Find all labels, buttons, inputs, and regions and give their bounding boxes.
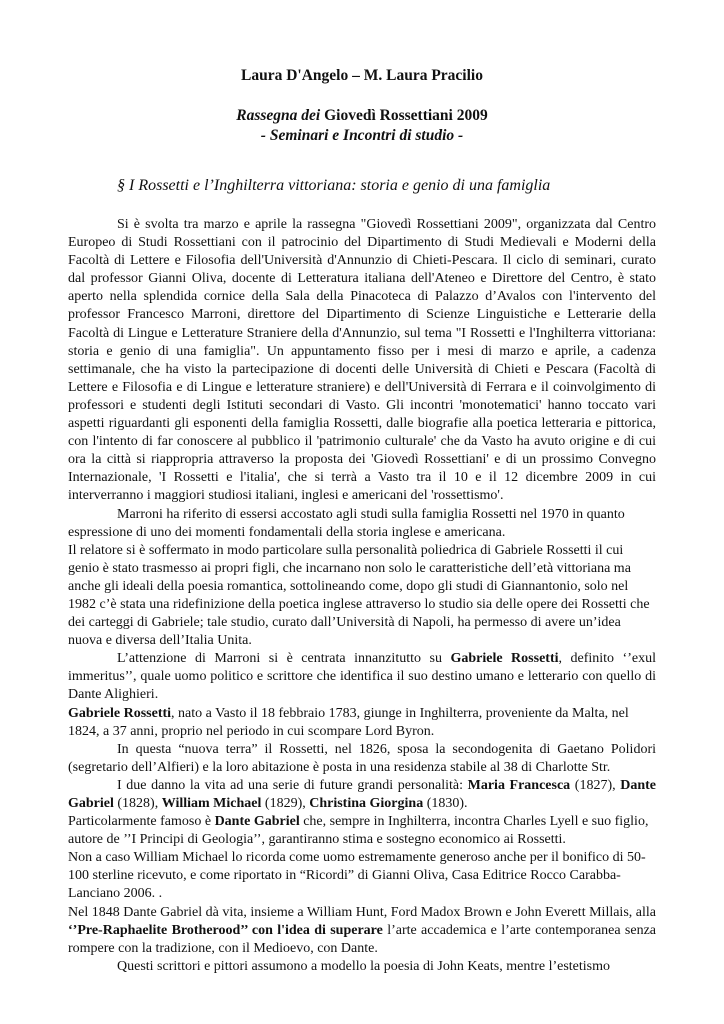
paragraph-brotherhood bbox=[68, 904, 656, 958]
title-italic: Rassegna dei bbox=[236, 107, 321, 124]
document-subtitle: - Seminari e Incontri di studio - bbox=[260, 127, 464, 144]
paragraph-william-michael: Non a caso William Michael lo ricorda come uomo estremamente generoso anche per il bonifico di 50-100 sterline ricevuto, e come riportato in “Ricordi” di Gianni Oliva, Casa Editrice Rocco Carabba-Lanciano 2006. . bbox=[68, 850, 646, 902]
bold-phrase: ‘’Pre-Raphaelite Brotherood’’ con l'idea di superare bbox=[68, 922, 383, 938]
bold-name: William Michael bbox=[161, 796, 262, 811]
text-run: (1830). bbox=[423, 796, 468, 811]
bold-name: Maria Francesca bbox=[467, 777, 571, 793]
text-run: , definito ‘’exul immeritus’’, quale uomo politico e scrittore che identifica il suo destino umano e letterario con quello di Dante Alighieri. bbox=[68, 651, 656, 703]
paragraph-attenzione bbox=[68, 650, 656, 704]
section-heading: § I Rossetti e l’Inghilterra vittoriana: storia e genio di una famiglia bbox=[117, 177, 551, 194]
text-run: (1827), bbox=[570, 777, 621, 793]
text-run: (1828), bbox=[113, 796, 162, 811]
paragraph-intro: Si è svolta tra marzo e aprile la rassegna "Giovedì Rossettiani 2009", organizzata dal Centro Europeo di Studi Rossettiani con il patrocinio del Dipartimento di Studi Medievali e Moderni della Facoltà di Lettere e Filosofia dell'Università d'Annunzio di Chieti-Pescara. Il ciclo di seminari, curato dal professor Gianni Oliva, docente di Letteratura italiana dell'Ateneo e Direttore del Centro, è stato aperto nella splendida cornice della Sala della Pinacoteca di Palazzo d’Avalos con l'intervento del professor Francesco Marroni, direttore del Dipartimento di Scienze Linguistiche e Letterarie della Facoltà di Lingue e Letterature Straniere della d'Annunzio, sul tema "I Rossetti e l'Inghilterra vittoriana: storia e genio di una famiglia". Un appuntamento fisso per i mesi di marzo e aprile, a cadenza settimanale, che ha visto la partecipazione di docenti delle Università di Chieti e Pescara (Facoltà di Lettere e Filosofia e di Lingue e letterature straniere) e dell'Università di Ferrara e il coinvolgimento di professori e studenti degli Istituti secondari di Vasto. Gli incontri 'monotematici' hanno toccato vari aspetti riguardanti gli esponenti della famiglia Rossetti, dalle biografie alla poetica letteraria e pittorica, con l'intento di far conoscere al pubblico il 'patrimonio culturale' che da Vasto ha avuto origine e di cui ora la città si riappropria attraverso la proposta dei 'Giovedì Rossettiani' e di un prossimo Convegno Internazionale, 'I Rossetti e l'italia', che si terrà a Vasto tra il 10 e il 12 dicembre 2009 in cui interverranno i maggiori studiosi italiani, inglesi e americani del 'rossettismo'. bbox=[68, 217, 656, 504]
text-run: I due danno la vita ad una serie di future grandi personalità: bbox=[117, 777, 468, 793]
document-title bbox=[68, 106, 656, 126]
text-run: Particolarmente famoso è bbox=[68, 814, 215, 830]
paragraph-nuova-terra: In questa “nuova terra” il Rossetti, nel 1826, sposa la secondogenita di Gaetano Polidori (segretario dell’Alfieri) e la loro abitazione è posta in una residenza stabile al 38 di Charlotte Str. bbox=[68, 741, 656, 775]
text-run: (1829), bbox=[261, 796, 310, 811]
paragraph-dante-gabriel bbox=[68, 813, 656, 849]
document-body bbox=[68, 216, 656, 976]
text-run: che, sempre in Inghilterra, incontra Charles Lyell e suo figlio, autore de ’’I Principi di Geologia’’, garantiranno stima e sostegno economico ai Rossetti. bbox=[68, 814, 649, 848]
paragraph-gabriele bbox=[68, 705, 656, 741]
text-run: Nel 1848 Dante Gabriel dà vita, insieme a William Hunt, Ford Madox Brown e John Everett Millais, alla bbox=[68, 904, 656, 920]
paragraph-marroni: Marroni ha riferito di essersi accostato agli studi sulla famiglia Rossetti nel 1970 in quanto espressione di uno dei momenti fondamentali della storia inglese e americana. bbox=[68, 506, 625, 540]
paragraph-keats: Questi scrittori e pittori assumono a modello la poesia di John Keats, mentre l’estetismo bbox=[117, 958, 611, 974]
bold-name: Gabriele Rossetti bbox=[68, 705, 172, 721]
title-normal: Giovedì Rossettiani 2009 bbox=[320, 107, 488, 124]
bold-name: Gabriele Rossetti bbox=[450, 651, 559, 667]
text-run: L’attenzione di Marroni si è centrata innanzitutto su bbox=[117, 651, 451, 667]
paragraph-figli bbox=[68, 777, 656, 813]
text-run: , nato a Vasto il 18 febbraio 1783, giunge in Inghilterra, proveniente da Malta, nel 1824, a 37 anni, proprio nel periodo in cui scompare Lord Byron. bbox=[68, 705, 629, 739]
paragraph-relatore: Il relatore si è soffermato in modo particolare sulla personalità poliedrica di Gabriele Rossetti il cui genio è stato trasmesso ai propri figli, che incarnano non solo le caratteristiche dell’età vittoriana ma anche gli ideali della poesia romantica, sottolineando come, dopo gli studi di Giannantonio, solo nel 1982 c’è stata una ridefinizione della poetica inglese attraverso lo studio sia delle opere dei Rossetti che dei carteggi di Gabriele; tale studio, curato dall’Università di Napoli, ha permesso di avere un’idea nuova e diversa dell’Italia Unita. bbox=[68, 542, 650, 649]
bold-name: Christina Giorgina bbox=[309, 796, 424, 811]
bold-name: Dante Gabriel bbox=[214, 814, 300, 830]
authors-line: Laura D'Angelo – M. Laura Pracilio bbox=[241, 67, 483, 84]
text-run: l’arte accademica e l’arte contemporanea senza rompere con la tradizione, con il Medioevo, con Dante. bbox=[68, 922, 657, 956]
bold-name: Dante Gabriel bbox=[68, 777, 656, 811]
